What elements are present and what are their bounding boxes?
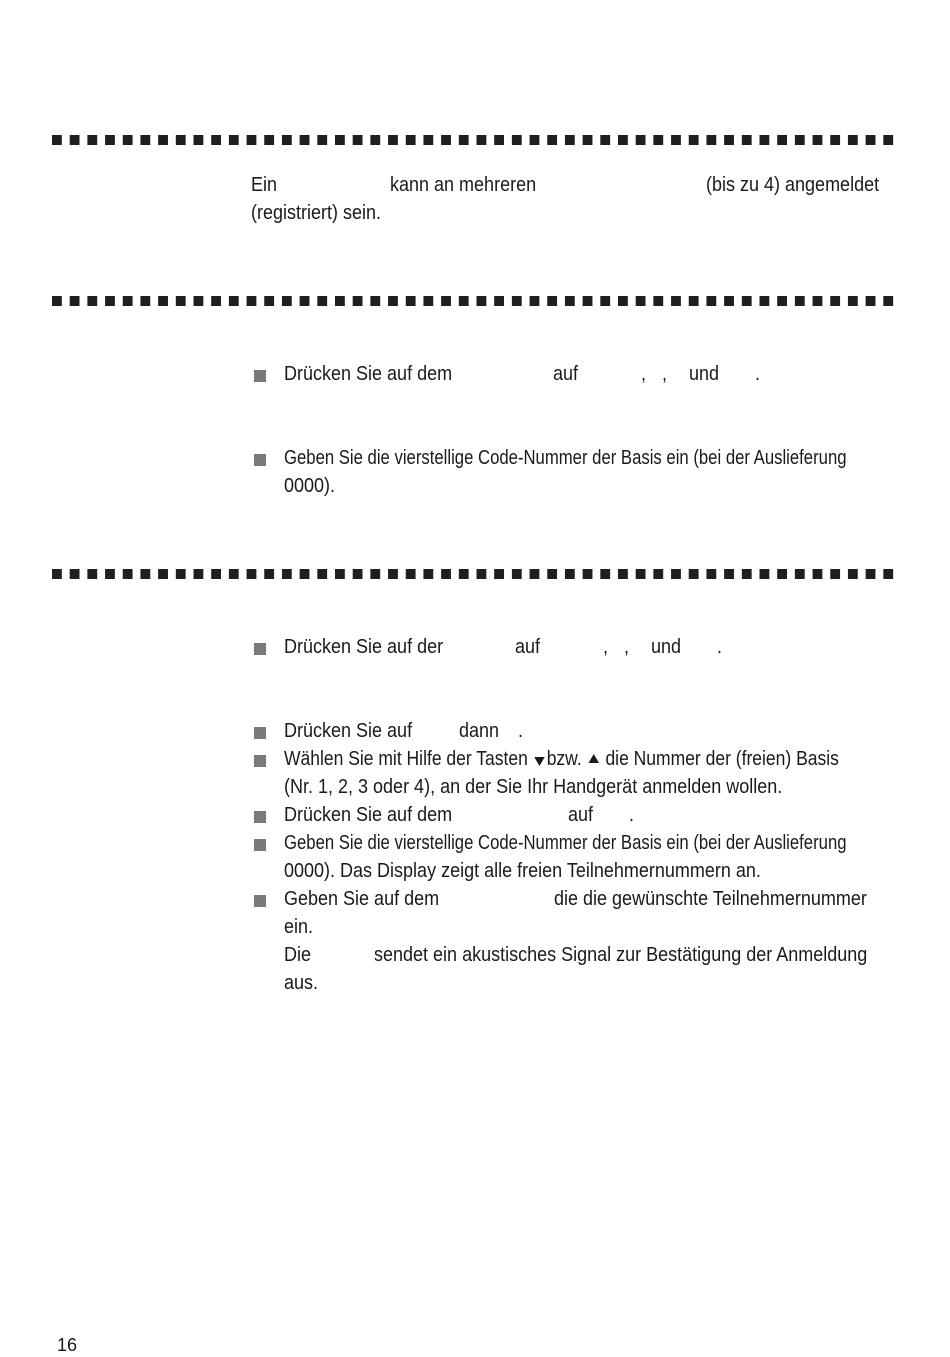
s3-b5-line2: 0000). Das Display zeigt alle freien Teilnehmernummern an. [284,860,761,882]
s2-b2-line2: 0000). [284,475,336,497]
s3-b2-dann: dann [459,720,500,742]
s2-b1-comma-1: , [641,363,647,385]
s3-b3-line1 [284,745,839,773]
s3-note-line2: aus. [284,972,319,994]
s3-b4-auf: auf [568,804,594,826]
square-bullet-icon [254,370,266,382]
s2-b1-auf: auf [553,363,579,385]
square-bullet-icon [254,811,266,823]
square-bullet-icon [254,454,266,466]
square-bullet-icon [254,839,266,851]
s3-b6-text: Geben Sie auf dem [284,888,440,910]
s3-b1-comma-2: , [624,636,630,658]
s3-b3-line2: (Nr. 1, 2, 3 oder 4), an der Sie Ihr Handgerät anmelden wollen. [284,776,783,798]
square-bullet-icon [254,727,266,739]
s3-b6-line2: ein. [284,916,314,938]
s3-b5-line1: Geben Sie die vierstellige Code-Nummer der Basis ein (bei der Auslieferung [284,832,847,854]
s3-b1-period: . [717,636,723,658]
s3-b1-auf: auf [515,636,541,658]
intro-word-bis: (bis zu 4) angemeldet [706,174,880,196]
section-separator-3 [52,569,900,579]
s3-note-rest: sendet ein akustisches Signal zur Bestätigung der Anmeldung [374,944,868,966]
square-bullet-icon [254,643,266,655]
s3-b2-text: Drücken Sie auf [284,720,413,742]
square-bullet-icon [254,895,266,907]
page-number: 16 [57,1335,78,1355]
s2-b1-und: und [689,363,720,385]
section-separator-2 [52,296,900,306]
s3-b4-period: . [629,804,635,826]
s3-b2-period: . [518,720,524,742]
s3-b3-post: die Nummer der (freien) Basis [605,748,839,770]
s3-b4-text: Drücken Sie auf dem [284,804,453,826]
s3-b6-rest: die die gewünschte Teilnehmernummer [554,888,867,910]
intro-word-ein: Ein [251,174,278,196]
triangle-up-icon [588,754,599,763]
intro-line-2: (registriert) sein. [251,202,382,224]
s2-b2-line1: Geben Sie die vierstellige Code-Nummer der Basis ein (bei der Auslieferung [284,447,847,469]
section-separator-1 [52,135,900,145]
square-bullet-icon [254,755,266,767]
s3-b1-comma-1: , [603,636,609,658]
triangle-down-icon [534,757,545,766]
s2-b1-text: Drücken Sie auf dem [284,363,453,385]
s3-b1-text: Drücken Sie auf der [284,636,444,658]
s3-note-die: Die [284,944,312,966]
s3-b3-pre: Wählen Sie mit Hilfe der Tasten [284,748,528,770]
s3-b3-mid: bzw. [546,748,582,770]
s2-b1-comma-2: , [662,363,668,385]
s2-b1-period: . [755,363,761,385]
s3-b1-und: und [651,636,682,658]
intro-word-kann: kann an mehreren [390,174,537,196]
